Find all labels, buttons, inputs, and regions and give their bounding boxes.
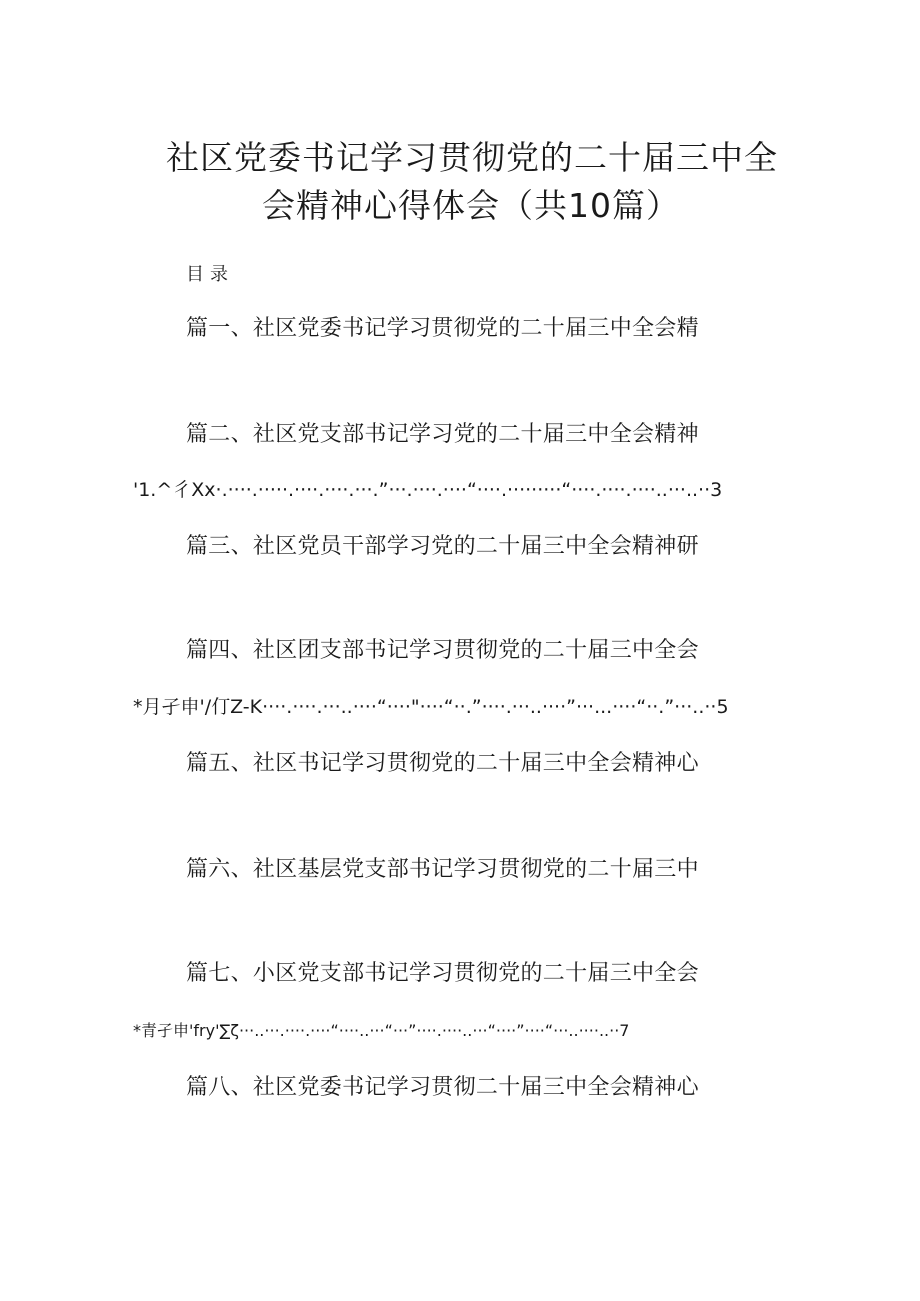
toc-entry-7[interactable]: 篇七、小区党支部书记学习贯彻党的二十届三中全会 — [186, 961, 699, 986]
document-title-line-2: 会精神心得体会（共10篇） — [262, 186, 680, 225]
toc-entry-6[interactable]: 篇六、社区基层党支部书记学习贯彻党的二十届三中 — [186, 857, 699, 882]
toc-entry-4[interactable]: 篇四、社区团支部书记学习贯彻党的二十届三中全会 — [186, 638, 699, 663]
toc-entry-1[interactable]: 篇一、社区党委书记学习贯彻党的二十届三中全会精 — [186, 316, 699, 341]
document-title-line-1: 社区党委书记学习贯彻党的二十届三中全 — [166, 138, 778, 177]
toc-entry-7-leader: *青孑申'fry'∑ζ···..···.····.····“····..···“···”····.····..···“····”····“···..····..··7 — [133, 1021, 630, 1040]
toc-entry-2-leader: '1.^彳Xx·.····.·····.····.····.···.”···.····.····“····.·········“····.····.····..···..··3 — [133, 479, 723, 501]
toc-entry-2[interactable]: 篇二、社区党支部书记学习党的二十届三中全会精神 — [186, 422, 699, 447]
toc-entry-5[interactable]: 篇五、社区书记学习贯彻党的二十届三中全会精神心 — [186, 751, 699, 776]
toc-entry-8[interactable]: 篇八、社区党委书记学习贯彻二十届三中全会精神心 — [186, 1075, 699, 1100]
toc-entry-4-leader: *月孑申'/仃Z-K····.····.···..····“····"····“··.”····.···..····”···...····“··.”···..··5 — [133, 696, 729, 718]
toc-heading: 目录 — [186, 264, 234, 285]
toc-entry-3[interactable]: 篇三、社区党员干部学习党的二十届三中全会精神研 — [186, 534, 699, 559]
